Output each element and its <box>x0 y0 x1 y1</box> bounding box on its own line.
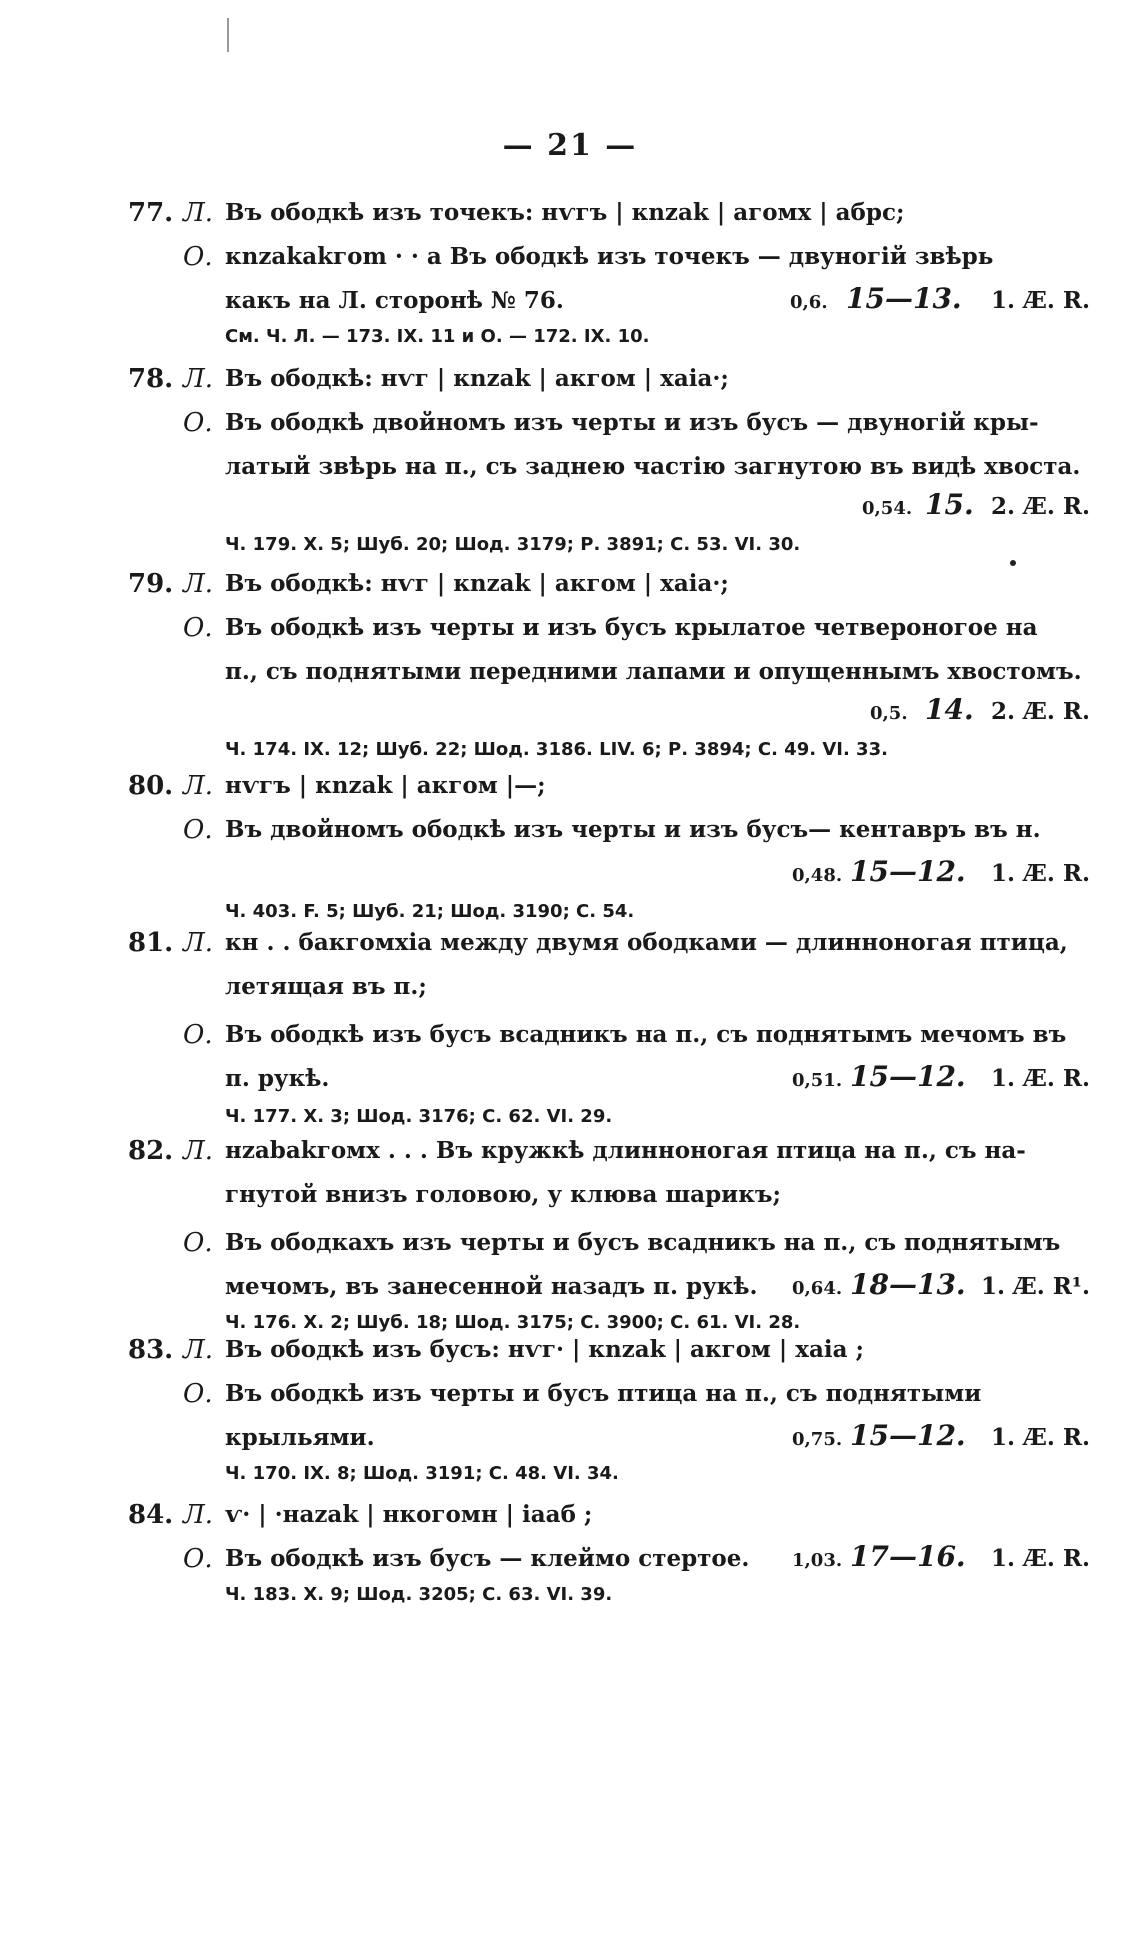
obverse-text: нѵгъ | кnzak | акгом |—; <box>225 772 546 799</box>
grade-value: 1. Æ. R. <box>991 1424 1090 1451</box>
grade-value: 1. Æ. R. <box>991 1065 1090 1092</box>
reverse-mark: О. <box>183 1020 213 1050</box>
entry-number: 79. <box>128 569 174 599</box>
grade-value: 1. Æ. R¹. <box>980 1273 1090 1300</box>
reverse-text-line: кnzakakгom · · a Въ ободкѣ изъ точекъ — двуногій звѣрь <box>225 243 994 270</box>
obverse-mark: Л. <box>183 364 213 394</box>
reverse-text-line: Въ ободкѣ изъ черты и бусъ птица на п., съ поднятыми <box>225 1380 982 1407</box>
grade-value: 2. Æ. R. <box>991 493 1090 520</box>
obverse-text: Въ ободкѣ изъ точекъ: нѵгъ | кnzak | агомх | абрс; <box>225 199 905 226</box>
dimensions-value: 15. <box>925 488 974 521</box>
entry-number: 78. <box>128 364 174 394</box>
grade-value: 1. Æ. R. <box>991 860 1090 887</box>
dimensions-value: 17—16. <box>850 1540 966 1573</box>
weight-value: 0,5. <box>870 703 908 724</box>
obverse-text: Въ ободкѣ изъ бусъ: нѵг· | кnzak | акгом | хаіа ; <box>225 1336 865 1363</box>
dimensions-value: 15—12. <box>850 1060 966 1093</box>
reverse-text-line: Въ ободкѣ изъ черты и изъ бусъ крылатое четвероногое на <box>225 614 1038 641</box>
obverse-text: Въ ободкѣ: нѵг | кnzak | акгом | хаіа·; <box>225 365 729 392</box>
obverse-text: Въ ободкѣ: нѵг | кnzak | акгом | хаіа·; <box>225 570 729 597</box>
dimensions-value: 18—13. <box>850 1268 966 1301</box>
weight-value: 0,64. <box>792 1278 843 1299</box>
dimensions-value: 15—12. <box>850 855 966 888</box>
reverse-mark: О. <box>183 242 213 272</box>
grade-value: 1. Æ. R. <box>991 287 1090 314</box>
dimensions-value: 15—13. <box>846 282 962 315</box>
obverse-text-line: летящая въ п.; <box>225 973 427 1000</box>
obverse-mark: Л. <box>183 1335 213 1365</box>
reverse-text-line: мечомъ, въ занесенной назадъ п. рукѣ. <box>225 1273 758 1300</box>
grade-value: 2. Æ. R. <box>991 698 1090 725</box>
entry-number: 80. <box>128 771 174 801</box>
weight-value: 1,03. <box>792 1550 843 1571</box>
reference-line: Ч. 183. X. 9; Шод. 3205; С. 63. VI. 39. <box>225 1584 613 1605</box>
grade-value: 1. Æ. R. <box>991 1545 1090 1572</box>
reverse-mark: О. <box>183 1379 213 1409</box>
obverse-mark: Л. <box>183 1136 213 1166</box>
entry-number: 82. <box>128 1136 174 1166</box>
weight-value: 0,51. <box>792 1070 843 1091</box>
reverse-mark: О. <box>183 408 213 438</box>
reverse-text-line: п., съ поднятыми передними лапами и опущеннымъ хвостомъ. <box>225 658 1082 685</box>
obverse-text-line: кн . . бaкгомхіа между двумя ободками — длинноногая птица, <box>225 929 1068 956</box>
obverse-text-line: нzabakгомх . . . Въ кружкѣ длинноногая птица на п., съ на- <box>225 1137 1026 1164</box>
reference-line: Ч. 176. X. 2; Шуб. 18; Шод. 3175; С. 3900; С. 61. VI. 28. <box>225 1312 801 1333</box>
weight-value: 0,75. <box>792 1429 843 1450</box>
weight-value: 0,6. <box>790 292 828 313</box>
obverse-mark: Л. <box>183 928 213 958</box>
dimensions-value: 14. <box>925 693 974 726</box>
ink-speck <box>1010 560 1016 566</box>
reverse-text-line: п. рукѣ. <box>225 1065 330 1092</box>
weight-value: 0,54. <box>862 498 913 519</box>
margin-mark <box>227 18 229 52</box>
reverse-text-line: Въ ободкѣ изъ бусъ — клеймо стертое. <box>225 1545 750 1572</box>
reference-line: Ч. 179. X. 5; Шуб. 20; Шод. 3179; Р. 3891; С. 53. VI. 30. <box>225 534 801 555</box>
entry-number: 77. <box>128 198 174 228</box>
reverse-text-line: какъ на Л. сторонѣ № 76. <box>225 287 564 314</box>
reverse-text-line: крыльями. <box>225 1424 375 1451</box>
weight-value: 0,48. <box>792 865 843 886</box>
reverse-mark: О. <box>183 815 213 845</box>
reverse-text-line: латый звѣрь на п., съ заднею частію загнутою въ видѣ хвоста. <box>225 453 1081 480</box>
reverse-mark: О. <box>183 613 213 643</box>
reverse-text-line: Въ двойномъ ободкѣ изъ черты и изъ бусъ— кентавръ въ н. <box>225 816 1041 843</box>
entry-number: 83. <box>128 1335 174 1365</box>
reverse-text-line: Въ ободкахъ изъ черты и бусъ всадникъ на п., съ поднятымъ <box>225 1229 1061 1256</box>
obverse-text-line: гнутой внизъ головою, у клюва шарикъ; <box>225 1181 781 1208</box>
reference-line: Ч. 403. F. 5; Шуб. 21; Шод. 3190; С. 54. <box>225 901 635 922</box>
obverse-mark: Л. <box>183 1500 213 1530</box>
reference-line: Ч. 174. IX. 12; Шуб. 22; Шод. 3186. LIV. 6; Р. 3894; С. 49. VI. 33. <box>225 739 888 760</box>
reverse-text-line: Въ ободкѣ двойномъ изъ черты и изъ бусъ — двуногій кры- <box>225 409 1039 436</box>
reference-line: Ч. 170. IX. 8; Шод. 3191; С. 48. VI. 34. <box>225 1463 619 1484</box>
reverse-text-line: Въ ободкѣ изъ бусъ всадникъ на п., съ поднятымъ мечомъ въ <box>225 1021 1067 1048</box>
reference-line: См. Ч. Л. — 173. IX. 11 и О. — 172. IX. 10. <box>225 326 650 347</box>
page-number: — 21 — <box>502 128 638 163</box>
reverse-mark: О. <box>183 1544 213 1574</box>
obverse-mark: Л. <box>183 198 213 228</box>
obverse-mark: Л. <box>183 771 213 801</box>
dimensions-value: 15—12. <box>850 1419 966 1452</box>
reverse-mark: О. <box>183 1228 213 1258</box>
obverse-mark: Л. <box>183 569 213 599</box>
entry-number: 84. <box>128 1500 174 1530</box>
reference-line: Ч. 177. X. 3; Шод. 3176; С. 62. VI. 29. <box>225 1106 613 1127</box>
entry-number: 81. <box>128 928 174 958</box>
obverse-text: ѵ· | ·нazak | нкогомн | іааб ; <box>225 1501 593 1528</box>
